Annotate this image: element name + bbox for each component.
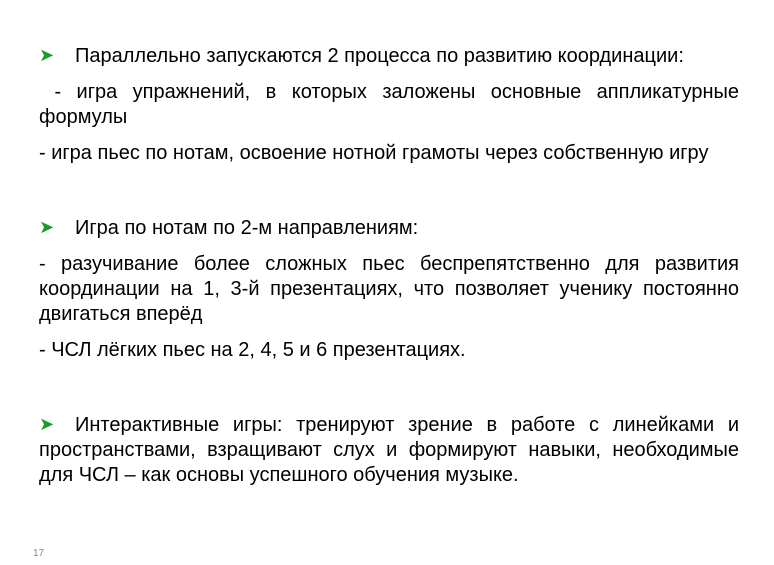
section-2-item-1: - разучивание более сложных пьес беспрепятственно для развития координации на 1, 3-й презентациях, что позволяет ученику постоянно двигаться вперёд <box>39 253 739 325</box>
section-2-heading-text: Игра по нотам по 2-м направлениям: <box>75 217 419 239</box>
arrowhead-bullet-icon: ➤ <box>39 45 55 65</box>
arrowhead-bullet-icon: ➤ <box>39 414 55 434</box>
arrowhead-bullet-icon: ➤ <box>39 217 55 237</box>
section-1-item-1: - игра упражнений, в которых заложены основные аппликатурные формулы <box>39 81 745 128</box>
slide-content <box>39 43 745 488</box>
section-1-heading-text: Параллельно запускаются 2 процесса по развитию координации: <box>75 45 684 67</box>
section-1-heading <box>39 43 739 69</box>
section-1-item-2: - игра пьес по нотам, освоение нотной грамоты через собственную игру <box>39 142 709 164</box>
section-2-item-2: - ЧСЛ лёгких пьес на 2, 4, 5 и 6 презентациях. <box>39 339 466 361</box>
page-number: 17 <box>33 548 45 559</box>
section-3-heading <box>39 412 739 488</box>
section-3-heading-text: Интерактивные игры: тренируют зрение в работе с линейками и пространствами, взращивают слух и формируют навыки, необходимые для ЧСЛ – как основы успешного обучения музыке. <box>39 414 739 486</box>
section-2-heading <box>39 215 739 241</box>
